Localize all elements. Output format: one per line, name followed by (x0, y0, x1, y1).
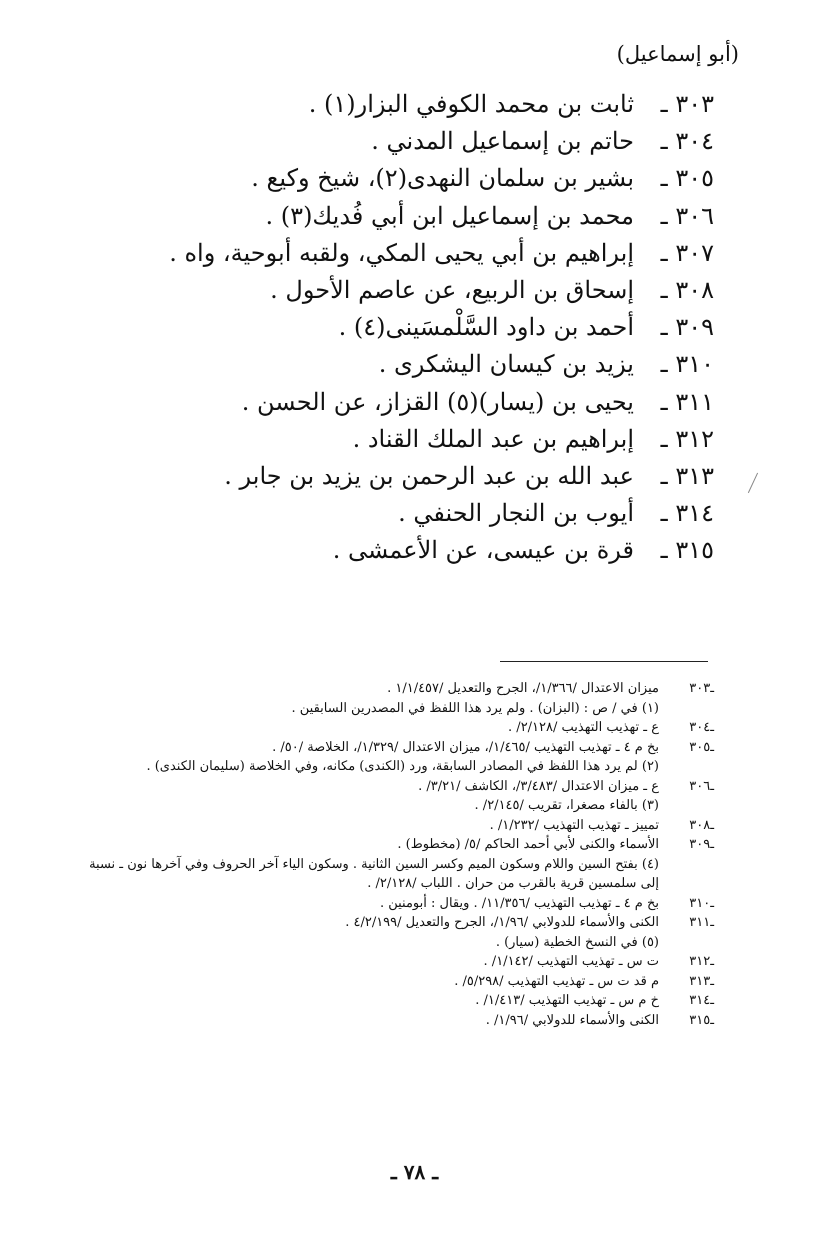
footnote-text: (٤) بفتح السين واللام وسكون الميم وكسر السين الثانية . وسكون الياء آخر الحروف وفي آخرها نون ـ نسبة (89, 856, 659, 872)
footnote-ref-number: ـ٣١٣ (689, 973, 714, 989)
footnote-text: (٣) بالفاء مصغرا، تقريب /٢/١٤٥/ . (474, 798, 659, 813)
footnote-row (74, 991, 714, 1011)
entry-number: ٣٠٦ ـ (660, 201, 714, 230)
entry-row (114, 123, 714, 160)
entry-number: ٣١١ ـ (660, 387, 714, 416)
entry-row (114, 272, 714, 309)
entry-row (114, 384, 714, 421)
footnote-text: بخ م ٤ ـ تهذيب التهذيب /١/٤٦٥/، ميزان الاعتدال /١/٣٢٩/، الخلاصة /٥٠/ . (272, 739, 659, 755)
footnote-ref-number: ـ٣٠٣ (689, 681, 714, 696)
footnote-text: الكنى والأسماء للدولابي /١/٩٦/ . (485, 1012, 659, 1028)
entry-text: محمد بن إسماعيل ابن أبي فُديك(٣) . (265, 201, 634, 230)
footnote-text: ميزان الاعتدال /١/٣٦٦/، الجرح والتعديل /١/١/٤٥٧ . (387, 681, 659, 696)
entry-number: ٣١٥ ـ (660, 536, 714, 565)
entry-text: أحمد بن داود السَّلْمسَينى(٤) . (338, 313, 634, 342)
entry-row (114, 532, 714, 569)
entry-row (114, 86, 714, 123)
footnote-row (74, 972, 714, 992)
entry-number: ٣١٢ ـ (660, 424, 714, 453)
footnote-ref-number: ـ٣٠٤ (689, 720, 714, 735)
footnote-row (74, 1011, 714, 1031)
footnote-row (74, 757, 714, 777)
entry-row (114, 160, 714, 197)
footnote-text: ع ـ تهذيب التهذيب /٢/١٢٨/ . (508, 720, 659, 735)
footnote-text: م قد ت س ـ تهذيب التهذيب /٥/٢٩٨/ . (454, 973, 659, 989)
footnote-row (74, 952, 714, 972)
entry-number: ٣٠٣ ـ (660, 90, 714, 118)
entry-text: قرة بن عيسى، عن الأعمشى . (332, 536, 634, 565)
footnote-row (74, 679, 714, 699)
footnote-divider (500, 661, 708, 662)
entry-row (114, 495, 714, 532)
footnote-row (74, 874, 714, 894)
entry-text: ثابت بن محمد الكوفي البزار(١) . (308, 90, 634, 118)
footnote-text: الكنى والأسماء للدولابي /١/٩٦/، الجرح والتعديل /٤/٢/١٩٩ . (345, 915, 659, 930)
entry-number: ٣٠٧ ـ (660, 238, 714, 267)
footnote-text: الأسماء والكنى لأبي أحمد الحاكم /٥/ (مخطوط) . (397, 837, 659, 852)
footnote-row (74, 738, 714, 758)
footnote-row (74, 796, 714, 816)
margin-mark (748, 473, 767, 498)
footnote-text: إلى سلمسين قرية بالقرب من حران . اللباب /٢/١٢٨/ . (367, 876, 659, 891)
footnote-row (74, 855, 714, 875)
entry-row (114, 458, 714, 495)
entry-text: إبراهيم بن عبد الملك القناد . (352, 424, 634, 453)
footnote-row (74, 816, 714, 836)
footnote-text: (٥) في النسخ الخطية (سيار) . (495, 934, 659, 950)
footnote-ref-number: ـ٣١١ (689, 915, 714, 930)
entry-text: يحيى بن (يسار)(٥) القزاز، عن الحسن . (241, 387, 634, 416)
footnote-row (74, 933, 714, 953)
footnote-ref-number: ـ٣٠٨ (689, 817, 714, 833)
footnote-text: (٢) لم يرد هذا اللفظ في المصادر السابقة، ورد (الكندى) مكانه، وفي الخلاصة (سليمان الكندى) . (146, 759, 659, 774)
footnote-row (74, 835, 714, 855)
entry-text: عبد الله بن عبد الرحمن بن يزيد بن جابر . (224, 461, 634, 490)
entry-number: ٣٠٩ ـ (660, 313, 714, 342)
footnote-ref-number: ـ٣٠٥ (689, 739, 714, 755)
footnote-ref-number: ـ٣١٢ (689, 954, 714, 969)
footnote-row (74, 777, 714, 797)
entry-row (114, 309, 714, 346)
footnote-text: ت س ـ تهذيب التهذيب /١/١٤٢/ . (483, 954, 659, 969)
entry-number: ٣٠٥ ـ (660, 164, 714, 193)
entry-number: ٣٠٨ ـ (660, 275, 714, 304)
entry-row (114, 346, 714, 383)
footnote-ref-number: ـ٣٠٩ (689, 837, 714, 852)
page-header: (أبو إسماعيل) (616, 42, 739, 66)
footnote-row (74, 718, 714, 738)
entry-number: ٣١٤ ـ (660, 499, 714, 528)
entry-row (114, 198, 714, 235)
footnote-ref-number: ـ٣١٤ (689, 993, 714, 1008)
entry-list (114, 86, 714, 569)
entry-number: ٣١٠ ـ (660, 350, 714, 379)
entry-text: أيوب بن النجار الحنفي . (398, 499, 634, 528)
entry-text: إبراهيم بن أبي يحيى المكي، ولقبه أبوحية، واه . (169, 238, 634, 267)
footnote-text: تمييز ـ تهذيب التهذيب /١/٢٣٢/ . (489, 817, 659, 833)
entry-text: بشير بن سلمان النهدى(٢)، شيخ وكيع . (251, 164, 634, 193)
footnote-text: بخ م ٤ ـ تهذيب التهذيب /١١/٣٥٦/ . ويقال : أبومنين . (379, 895, 659, 911)
entry-row (114, 421, 714, 458)
footnote-row (74, 913, 714, 933)
footnote-row (74, 699, 714, 719)
entry-text: يزيد بن كيسان اليشكرى . (378, 350, 634, 379)
footnote-text: خ م س ـ تهذيب التهذيب /١/٤١٣/ . (475, 993, 659, 1008)
footnote-text: (١) في / ص : (البزان) . ولم يرد هذا اللفظ في المصدرين السابقين . (291, 700, 659, 716)
footnote-ref-number: ـ٣٠٦ (689, 778, 714, 794)
footnote-list (74, 679, 714, 1030)
entry-text: حاتم بن إسماعيل المدني . (371, 127, 634, 156)
footnote-text: ع ـ ميزان الاعتدال /٣/٤٨٣/، الكاشف /٣/٢١/ . (418, 778, 659, 794)
entry-number: ٣١٣ ـ (660, 461, 714, 490)
footnote-row (74, 894, 714, 914)
page-number: ـ ٧٨ ـ (390, 1160, 439, 1184)
footnote-ref-number: ـ٣١٠ (689, 895, 714, 911)
entry-number: ٣٠٤ ـ (660, 127, 714, 156)
entry-text: إسحاق بن الربيع، عن عاصم الأحول . (270, 275, 634, 304)
footnote-ref-number: ـ٣١٥ (689, 1012, 714, 1028)
entry-row (114, 235, 714, 272)
